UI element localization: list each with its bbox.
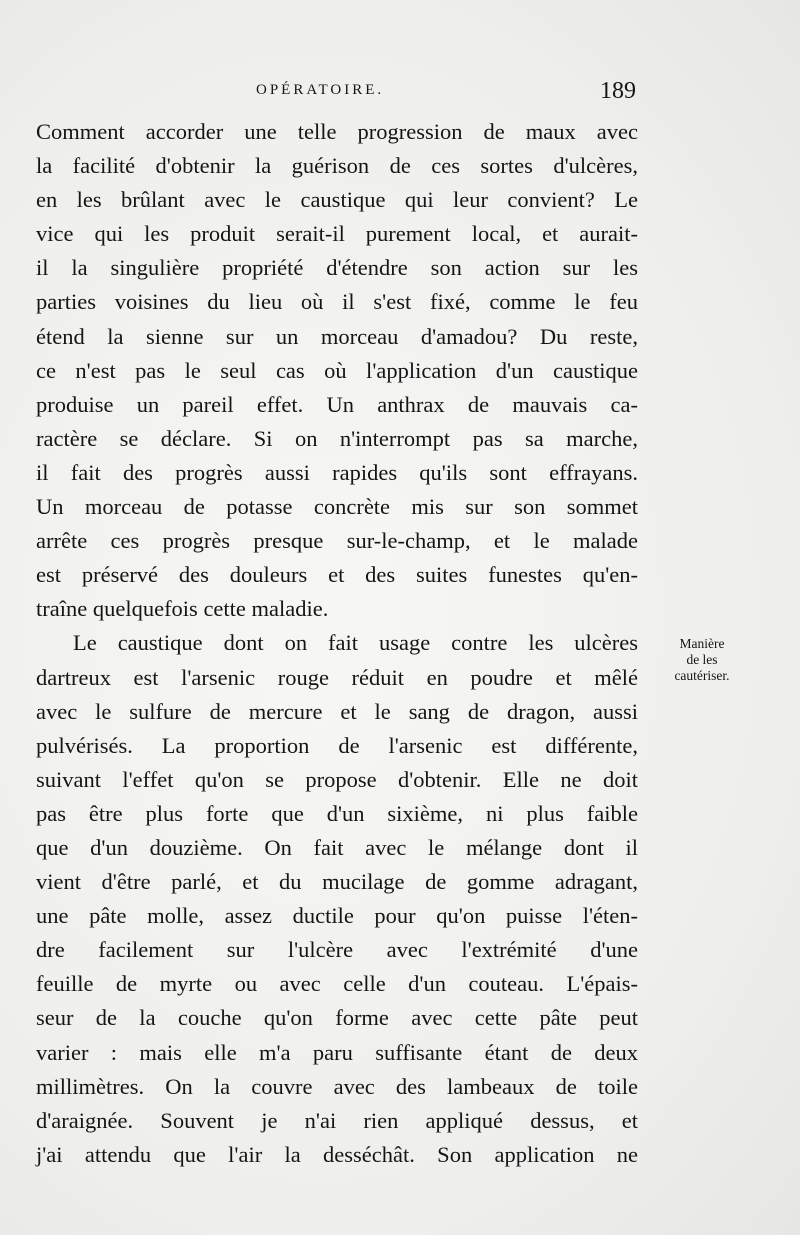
text-line: millimètres. On la couvre avec des lambeaux de toile — [36, 1073, 638, 1099]
text-line: avec le sulfure de mercure et le sang de dragon, aussi — [36, 698, 638, 724]
text-line: feuille de myrte ou avec celle d'un couteau. L'épais- — [36, 971, 638, 997]
text-line: j'ai attendu que l'air la desséchât. Son application ne — [36, 1141, 638, 1167]
text-line: est préservé des douleurs et des suites funestes qu'en- — [36, 562, 638, 588]
text-line: Comment accorder une telle progression de maux avec — [36, 119, 638, 144]
text-line: en les brûlant avec le caustique qui leur convient? Le — [36, 187, 638, 213]
margin-note-line: de les — [686, 652, 718, 667]
margin-note-line: cautériser. — [674, 668, 730, 683]
text-line: d'araignée. Souvent je n'ai rien appliqué dessus, et — [36, 1107, 638, 1133]
text-line: la facilité d'obtenir la guérison de ces sortes d'ulcères, — [36, 153, 638, 179]
text-line: parties voisines du lieu où il s'est fixé, comme le feu — [36, 289, 638, 315]
text-line: Un morceau de potasse concrète mis sur son sommet — [36, 494, 638, 520]
running-head: OPÉRATOIRE. — [256, 82, 385, 98]
text-line: ractère se déclare. Si on n'interrompt pas sa marche, — [36, 425, 638, 451]
margin-note-line: Manière — [679, 636, 725, 651]
text-line: dre facilement sur l'ulcère avec l'extrémité d'une — [36, 937, 638, 963]
page-header — [36, 78, 636, 108]
text-line: dartreux est l'arsenic rouge réduit en poudre et mêlé — [36, 664, 638, 690]
text-line: pulvérisés. La proportion de l'arsenic est différente, — [36, 732, 638, 758]
text-line: varier : mais elle m'a paru suffisante étant de deux — [36, 1039, 638, 1065]
text-line: ce n'est pas le seul cas où l'application d'un caustique — [36, 357, 638, 383]
margin-note — [660, 636, 744, 684]
text-line: Le caustique dont on fait usage contre les ulcères — [73, 630, 638, 656]
text-line: vient d'être parlé, et du mucilage de gomme adragant, — [36, 869, 638, 895]
text-line: il la singulière propriété d'étendre son action sur les — [36, 255, 638, 281]
text-line: produise un pareil effet. Un anthrax de mauvais ca- — [36, 391, 638, 417]
text-line: arrête ces progrès presque sur-le-champ, et le malade — [36, 528, 638, 554]
text-line: suivant l'effet qu'on se propose d'obtenir. Elle ne doit — [36, 766, 638, 792]
text-line: une pâte molle, assez ductile pour qu'on puisse l'éten- — [36, 903, 638, 929]
page-number: 189 — [600, 78, 636, 104]
text-line: étend la sienne sur un morceau d'amadou? Du reste, — [36, 323, 638, 349]
text-line: pas être plus forte que d'un sixième, ni plus faible — [36, 800, 638, 826]
body-text — [36, 115, 638, 1172]
text-line: il fait des progrès aussi rapides qu'ils sont effrayans. — [36, 459, 638, 485]
text-line: seur de la couche qu'on forme avec cette pâte peut — [36, 1005, 638, 1031]
text-line: vice qui les produit serait-il purement local, et aurait- — [36, 221, 638, 247]
text-line: que d'un douzième. On fait avec le mélange dont il — [36, 834, 638, 860]
text-line: traîne quelquefois cette maladie. — [36, 596, 329, 622]
